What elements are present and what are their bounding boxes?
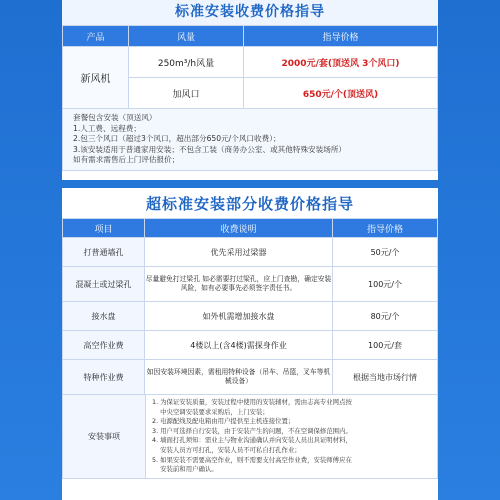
desc-cell: 如外机需增加接水盘	[145, 302, 333, 331]
standard-price-card	[62, 0, 438, 180]
note-line: 如有需求需售后上门评估报价；	[73, 155, 180, 165]
table-row	[63, 360, 438, 395]
item-cell: 混凝土或过梁孔	[63, 267, 145, 302]
note-line: 1. 为保证安装质量，安装过程中使用的安装辅材，需由志高专业网点按	[152, 398, 352, 406]
note-line: 3. 用户可选择自行安装，由于安装产生的问题，不在空调保修范围内。	[152, 426, 352, 435]
table-header-row	[63, 26, 438, 47]
table-row	[63, 238, 438, 267]
notes-text	[146, 395, 358, 478]
table-row	[63, 267, 438, 302]
price-cell: 650元/个(顶送风)	[244, 78, 438, 109]
price-cell: 50元/个	[333, 238, 438, 267]
note-line: 中央空调安装要求采购后，上门安装；	[152, 407, 269, 416]
header-item: 项目	[63, 219, 145, 238]
header-desc: 收费说明	[145, 219, 333, 238]
extra-title: 超标准安装部分收费价格指导	[62, 188, 438, 218]
item-cell: 高空作业费	[63, 331, 145, 360]
price-cell: 2000元/套(顶送风 3个风口)	[244, 47, 438, 78]
extra-price-table	[62, 218, 438, 395]
note-line: 2.包三个风口（超过3个风口，超出部分650元/个风口收费）；	[73, 134, 281, 144]
airflow-cell: 加风口	[129, 78, 244, 109]
price-cell: 80元/个	[333, 302, 438, 331]
note-line: 5. 如果安装不需要高空作业，则不需要支付高空作业费，安装师傅应在	[152, 455, 352, 464]
desc-cell: 4楼以上(含4楼)需探身作业	[145, 331, 333, 360]
extra-price-card	[62, 188, 438, 500]
header-price: 指导价格	[244, 26, 438, 47]
note-line: 安装前和用户确认。	[152, 465, 218, 474]
table-row	[63, 302, 438, 331]
header-product: 产品	[63, 26, 129, 47]
item-cell: 接水盘	[63, 302, 145, 331]
price-cell: 100元/套	[333, 331, 438, 360]
note-line: 4. 墙面打孔须知：需业主与物业沟通确认并向安装人员出具证明材料，	[152, 436, 352, 445]
table-row	[63, 47, 438, 78]
installation-notes	[62, 395, 438, 479]
standard-notes	[62, 109, 438, 171]
note-line: 2. 电源配线及配电箱由用户提供至主机连接位置；	[152, 417, 295, 426]
price-cell: 100元/个	[333, 267, 438, 302]
price-cell: 根据当地市场行情	[333, 360, 438, 395]
desc-cell: 优先采用过梁器	[145, 238, 333, 267]
header-airflow: 风量	[129, 26, 244, 47]
table-header-row	[63, 219, 438, 238]
header-price: 指导价格	[333, 219, 438, 238]
desc-cell: 尽量避免打过梁孔 如必需要打过梁孔，应上门查勘，确定安装风险，如有必要事先必须签字责任书。	[145, 267, 333, 302]
note-line: 1.人工费、远程费；	[73, 123, 141, 133]
note-line: 安装人员方可打孔，安装人员不可私自打孔作业；	[152, 445, 301, 454]
note-line: 3.该安装适用于普通家用安装；不包含工装（商务办公室、或其他特殊安装场所）	[73, 144, 347, 154]
standard-price-table	[62, 25, 438, 109]
desc-cell: 如因安装环境因素，需租用特种设备（吊车、吊篮，叉车等机械设备）	[145, 360, 333, 395]
note-line: 套餐包含安装（顶送风）	[73, 113, 157, 122]
item-cell: 打普通墙孔	[63, 238, 145, 267]
notes-label: 安装事项	[63, 395, 146, 478]
table-row	[63, 331, 438, 360]
item-cell: 特种作业费	[63, 360, 145, 395]
product-name: 新风机	[63, 47, 129, 109]
standard-title: 标准安装收费价格指导	[62, 0, 438, 25]
airflow-cell: 250m³/h风量	[129, 47, 244, 78]
